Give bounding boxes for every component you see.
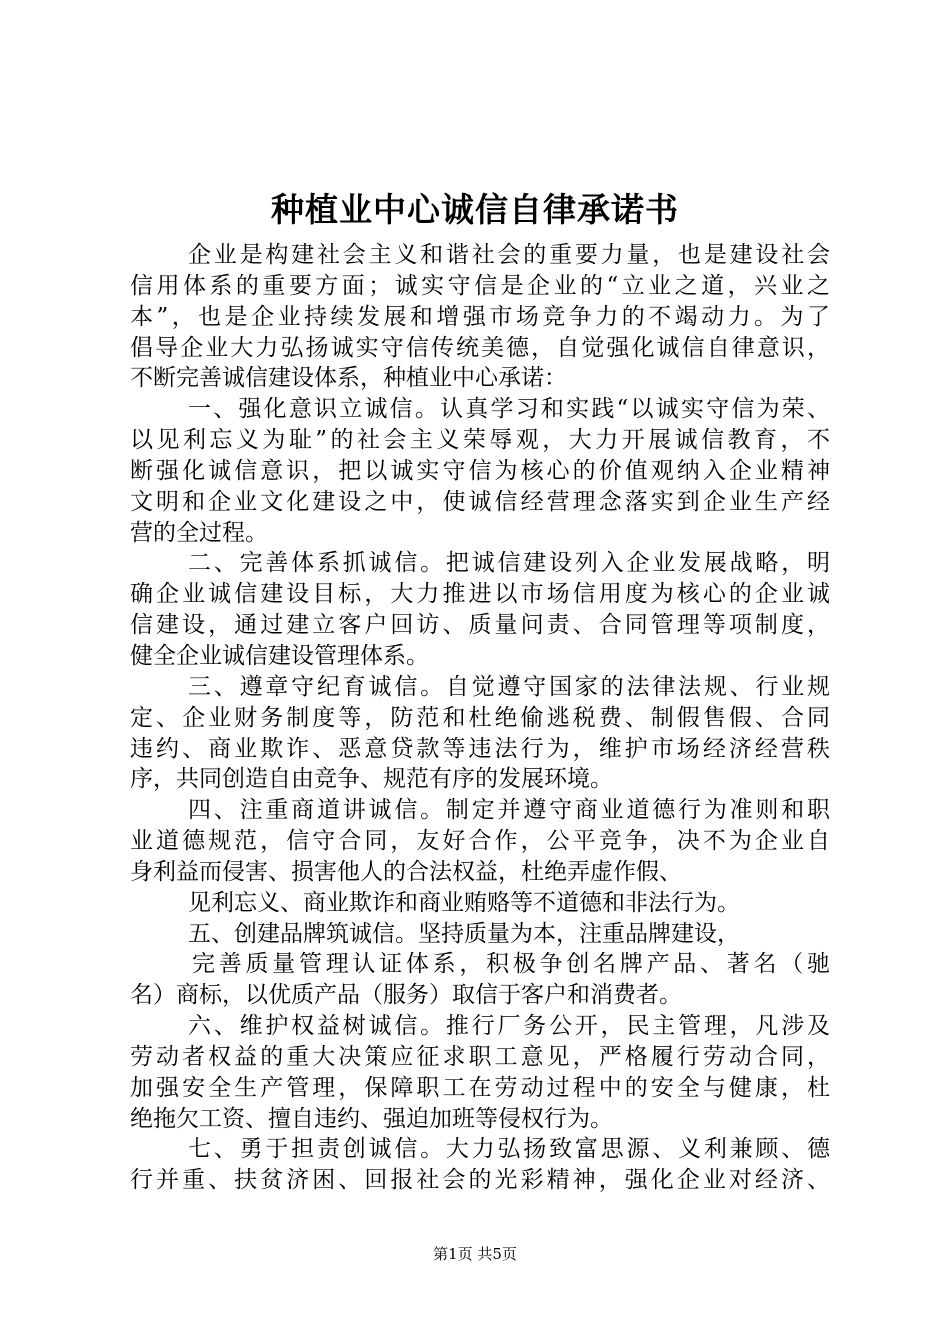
text-line: 不断完善诚信建设体系，种植业中心承诺： bbox=[130, 365, 567, 392]
text-line: 业道德规范，信守合同，友好合作，公平竞争，决不为企业自 bbox=[130, 828, 830, 855]
text-line: 加强安全生产管理，保障职工在劳动过程中的安全与健康，杜 bbox=[130, 1074, 830, 1101]
text-line: 名）商标，以优质产品（服务）取信于客户和消费者。 bbox=[130, 982, 682, 1009]
text-line: 营的全过程。 bbox=[130, 519, 268, 546]
text-line: 二、完善体系抓诚信。把诚信建设列入企业发展战略，明 bbox=[188, 550, 830, 577]
text-line: 劳动者权益的重大决策应征求职工意见，严格履行劳动合同， bbox=[130, 1043, 830, 1070]
text-line: 文明和企业文化建设之中，使诚信经营理念落实到企业生产经 bbox=[130, 488, 830, 515]
text-line: 完善质量管理认证体系，积极争创名牌产品、著名（驰 bbox=[192, 951, 830, 978]
text-line: 定、企业财务制度等，防范和杜绝偷逃税费、制假售假、合同 bbox=[130, 704, 830, 731]
document-title: 种植业中心诚信自律承诺书 bbox=[271, 190, 679, 229]
text-line: 信建设，通过建立客户回访、质量问责、合同管理等项制度， bbox=[130, 612, 830, 639]
text-line: 信用体系的重要方面；诚实守信是企业的“立业之道，兴业之 bbox=[130, 272, 830, 299]
page-number-footer: 第1页 共5页 bbox=[433, 1245, 517, 1263]
text-line: 以见利忘义为耻”的社会主义荣辱观，大力开展诚信教育，不 bbox=[130, 427, 830, 454]
text-line: 一、强化意识立诚信。认真学习和实践“以诚实守信为荣、 bbox=[188, 396, 830, 423]
text-line: 行并重、扶贫济困、回报社会的光彩精神，强化企业对经济、 bbox=[130, 1167, 830, 1194]
text-line: 三、遵章守纪育诚信。自觉遵守国家的法律法规、行业规 bbox=[188, 673, 830, 700]
text-line: 企业是构建社会主义和谐社会的重要力量，也是建设社会 bbox=[188, 242, 830, 268]
text-line: 见利忘义、商业欺诈和商业贿赂等不道德和非法行为。 bbox=[188, 889, 740, 916]
text-line: 倡导企业大力弘扬诚实守信传统美德，自觉强化诚信自律意识， bbox=[130, 334, 830, 361]
text-line: 健全企业诚信建设管理体系。 bbox=[130, 642, 429, 669]
text-line: 七、勇于担责创诚信。大力弘扬致富思源、义利兼顾、德 bbox=[188, 1136, 830, 1163]
text-line: 断强化诚信意识，把以诚实守信为核心的价值观纳入企业精神 bbox=[130, 457, 830, 484]
text-line: 五、创建品牌筑诚信。坚持质量为本，注重品牌建设， bbox=[188, 920, 740, 947]
text-line: 四、注重商道讲诚信。制定并遵守商业道德行为准则和职 bbox=[188, 797, 830, 824]
text-line: 身利益而侵害、损害他人的合法权益，杜绝弄虚作假、 bbox=[130, 858, 682, 885]
text-line: 六、维护权益树诚信。推行厂务公开，民主管理，凡涉及 bbox=[188, 1013, 830, 1040]
text-line: 违约、商业欺诈、恶意贷款等违法行为，维护市场经济经营秩 bbox=[130, 735, 830, 762]
text-line: 绝拖欠工资、擅自违约、强迫加班等侵权行为。 bbox=[130, 1105, 613, 1132]
text-line: 序，共同创造自由竞争、规范有序的发展环境。 bbox=[130, 766, 613, 793]
document-body bbox=[130, 240, 830, 1196]
text-line: 确企业诚信建设目标，大力推进以市场信用度为核心的企业诚 bbox=[130, 581, 830, 608]
text-line: 本”，也是企业持续发展和增强市场竞争力的不竭动力。为了 bbox=[130, 303, 830, 330]
